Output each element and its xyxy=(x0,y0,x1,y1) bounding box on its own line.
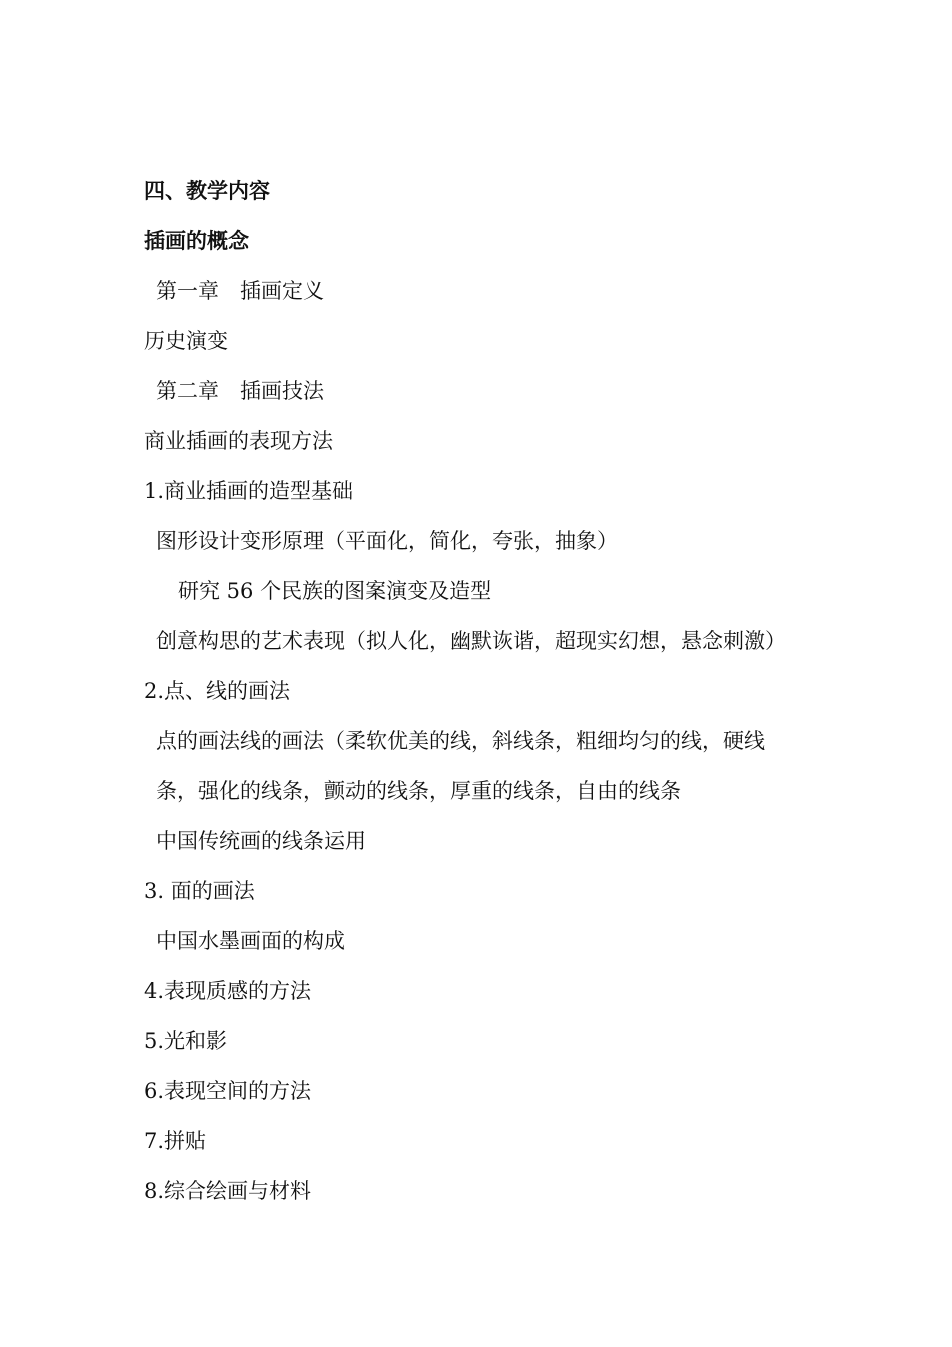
list-item: 5.光和影 xyxy=(144,1029,228,1053)
text-line: 商业插画的表现方法 xyxy=(144,429,333,453)
text-line: 图形设计变形原理（平面化，简化，夸张，抽象） xyxy=(156,529,618,553)
list-item: 2.点、线的画法 xyxy=(144,679,291,703)
chapter-title: 第一章 插画定义 xyxy=(156,279,324,303)
chapter-title: 第二章 插画技法 xyxy=(156,379,324,403)
list-item: 1.商业插画的造型基础 xyxy=(144,479,354,503)
text-line: 条，强化的线条，颤动的线条，厚重的线条，自由的线条 xyxy=(156,779,681,803)
list-item: 4.表现质感的方法 xyxy=(144,979,312,1003)
text-line: 研究 56 个民族的图案演变及造型 xyxy=(178,579,492,603)
subsection-heading: 插画的概念 xyxy=(144,229,249,253)
list-item: 6.表现空间的方法 xyxy=(144,1079,312,1103)
text-line: 中国传统画的线条运用 xyxy=(156,829,366,853)
list-item: 7.拼贴 xyxy=(144,1129,207,1153)
list-item: 3. 面的画法 xyxy=(144,879,255,903)
text-line: 点的画法线的画法（柔软优美的线，斜线条，粗细均匀的线，硬线 xyxy=(156,729,765,753)
section-heading: 四、教学内容 xyxy=(144,179,270,203)
text-line: 历史演变 xyxy=(144,329,228,353)
text-line: 中国水墨画面的构成 xyxy=(156,929,345,953)
text-line: 创意构思的艺术表现（拟人化，幽默诙谐，超现实幻想，悬念刺激） xyxy=(156,629,786,653)
list-item: 8.综合绘画与材料 xyxy=(144,1179,312,1203)
